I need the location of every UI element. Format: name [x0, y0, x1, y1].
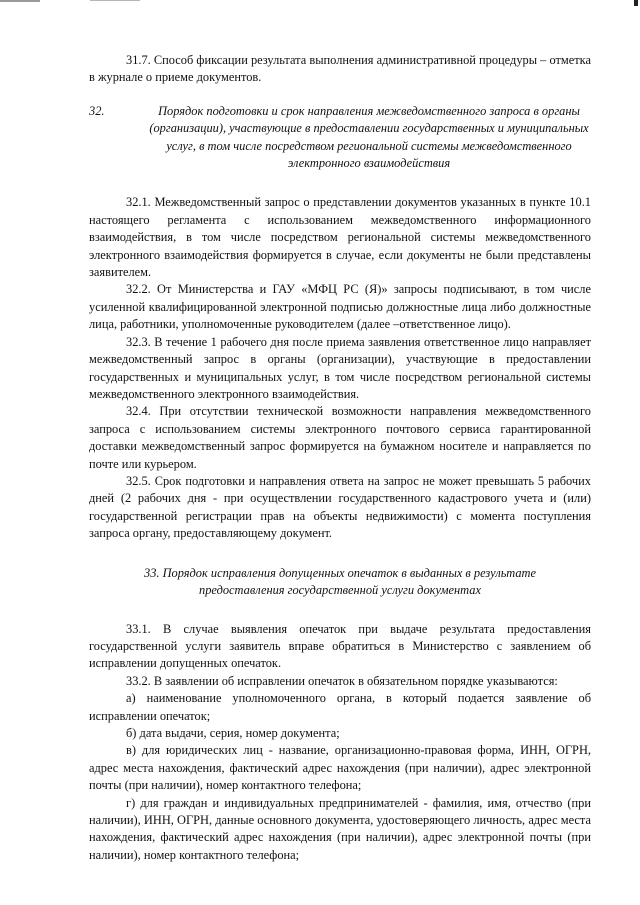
- paragraph-32-2: 32.2. От Министерства и ГАУ «МФЦ РС (Я)» запросы подписывают, в том числе усиленной квалифицированной электронной подписью должностные лица либо должностные лица, работники, уполномоченные руководителем (далее –ответственное лицо).: [89, 282, 591, 332]
- corner-mark: [634, 0, 638, 6]
- scan-artifact: [90, 0, 140, 1]
- document-body: [89, 52, 591, 864]
- list-item-b: б) дата выдачи, серия, номер документа;: [126, 726, 340, 740]
- section-33-title: 33. Порядок исправления допущенных опечаток в выданных в результате предоставления государственной услуги документах: [144, 565, 536, 597]
- section-32-number: 32.: [89, 103, 105, 118]
- paragraph-33-1: 33.1. В случае выявления опечаток при выдаче результата предоставления государственной услуги заявитель вправе обратиться в Министерство с заявлением об исправлении допущенных опечаток.: [89, 621, 591, 671]
- paragraph-32-1: 32.1. Межведомственный запрос о представлении документов указанных в пункте 10.1 настоящего регламента с использованием межведомственного информационного взаимодействия, в том числе посредством региональной системы межведомственного электронного взаимодействия формируется в случае, если документы не были представлены заявителем.: [89, 195, 591, 280]
- scan-artifact: [0, 0, 40, 2]
- paragraph-32-4: 32.4. При отсутствии технической возможности направления межведомственного запроса с использованием системы электронного почтового сервиса гарантированной доставки межведомственный запрос формируется на бумажном носителе и направляется по почте или курьером.: [89, 404, 591, 471]
- paragraph-32-5: 32.5. Срок подготовки и направления ответа на запрос не может превышать 5 рабочих дней (2 рабочих дня - при осуществлении государственного кадастрового учета и (или) государственной регистрации прав на объекты недвижимости) с момента поступления запроса органу, предоставляющему документ.: [89, 473, 591, 541]
- list-item-a: а) наименование уполномоченного органа, в который подается заявление об исправлении опечаток;: [89, 691, 591, 723]
- paragraph-32-3: 32.3. В течение 1 рабочего дня после приема заявления ответственное лицо направляет межведомственный запрос в органы (организации), участвующие в предоставлении государственных и муниципальных услуг, в том числе посредством региональной системы межведомственного электронного взаимодействия.: [89, 334, 591, 401]
- section-32-title: Порядок подготовки и срок направления межведомственного запроса в органы (организации), участвующие в предоставлении государственных и муниципальных услуг, в том числе посредством региональной системы межведомственного электронного взаимодействия: [149, 103, 589, 171]
- list-item-g: г) для граждан и индивидуальных предпринимателей - фамилия, имя, отчество (при наличии), ИНН, ОГРН, данные основного документа, удостоверяющего личность, адрес места нахождения, фактический адрес нахождения (при наличии), адрес электронной почты (при наличии), номер контактного телефона;: [89, 795, 591, 862]
- section-32-heading: [89, 103, 591, 173]
- paragraph-33-2: 33.2. В заявлении об исправлении опечаток в обязательном порядке указываются:: [126, 673, 558, 688]
- paragraph-31-7: 31.7. Способ фиксации результата выполнения административной процедуры – отметка в журнале о приеме документов.: [89, 53, 591, 85]
- list-item-v: в) для юридических лиц - название, организационно-правовая форма, ИНН, ОГРН, адрес места нахождения, фактический адрес нахождения (при наличии), адрес электронной почты (при наличии), номер контактного телефона;: [89, 743, 591, 793]
